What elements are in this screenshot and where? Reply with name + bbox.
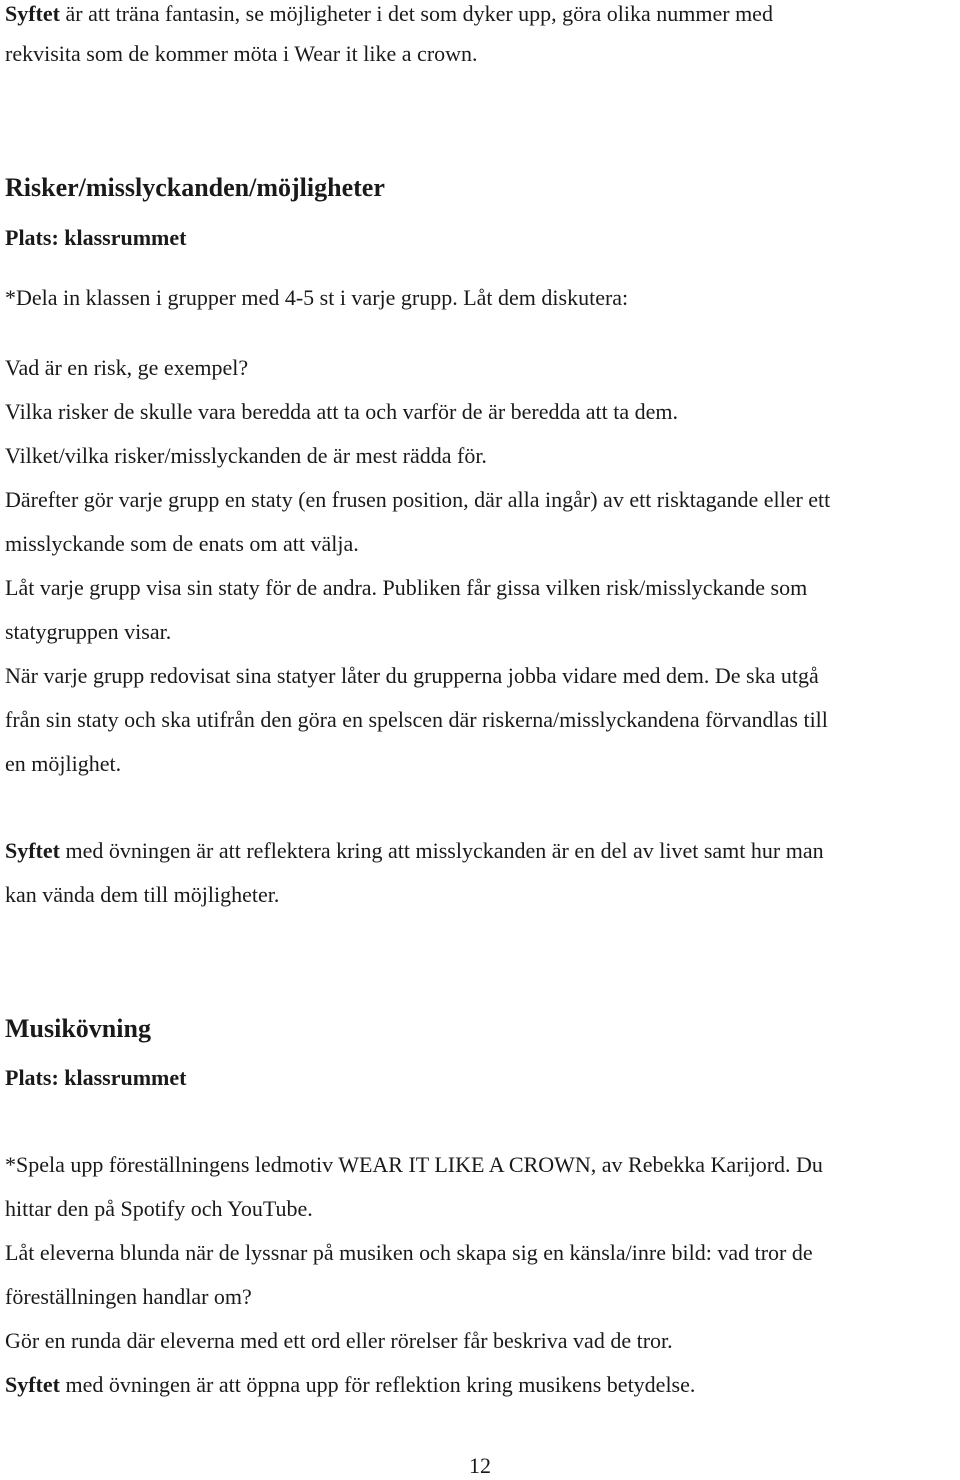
page-number: 12 (469, 1453, 491, 1478)
music-purpose-label: Syftet (5, 1372, 60, 1397)
section-risks-title: Risker/misslyckanden/möjligheter (5, 173, 385, 202)
risks-purpose-line-1 (5, 837, 824, 865)
music-purpose-text: med övningen är att öppna upp för reflektion kring musikens betydelse. (59, 1372, 696, 1397)
risks-purpose-label: Syftet (5, 838, 60, 863)
risks-line-5: Därefter gör varje grupp en staty (en frusen position, där alla ingår) av ett risktagande eller ett (5, 487, 831, 512)
intro-line-2: rekvisita som de kommer möta i Wear it like a crown. (5, 41, 478, 66)
risks-purpose-text-1: med övningen är att reflektera kring att misslyckanden är en del av livet samt hur man (59, 838, 824, 863)
section-music-place: Plats: klassrummet (5, 1065, 187, 1090)
risks-line-2: Vad är en risk, ge exempel? (5, 355, 249, 380)
risks-line-7: Låt varje grupp visa sin staty för de andra. Publiken får gissa vilken risk/misslyckande som (5, 575, 808, 600)
risks-line-4: Vilket/vilka risker/misslyckanden de är mest rädda för. (5, 443, 487, 468)
risks-line-8: statygruppen visar. (5, 619, 172, 644)
risks-line-6: misslyckande som de enats om att välja. (5, 531, 359, 556)
risks-line-9: När varje grupp redovisat sina statyer låter du grupperna jobba vidare med dem. De ska utgå (5, 663, 819, 688)
section-risks-place: Plats: klassrummet (5, 225, 187, 250)
risks-line-1: *Dela in klassen i grupper med 4-5 st i varje grupp. Låt dem diskutera: (5, 285, 629, 310)
music-line-1: *Spela upp föreställningens ledmotiv WEAR IT LIKE A CROWN, av Rebekka Karijord. Du (5, 1152, 823, 1177)
intro-line-1 (5, 0, 773, 28)
risks-line-3: Vilka risker de skulle vara beredda att ta och varför de är beredda att ta dem. (5, 399, 679, 424)
music-line-3: Låt eleverna blunda när de lyssnar på musiken och skapa sig en känsla/inre bild: vad tror de (5, 1240, 813, 1265)
risks-line-10: från sin staty och ska utifrån den göra en spelscen där riskerna/misslyckandena förvandlas till (5, 707, 828, 732)
risks-line-11: en möjlighet. (5, 751, 122, 776)
section-music-title: Musikövning (5, 1014, 151, 1043)
intro-purpose-label: Syftet (5, 1, 60, 26)
risks-purpose-line-2: kan vända dem till möjligheter. (5, 882, 280, 907)
intro-text-1: är att träna fantasin, se möjligheter i det som dyker upp, göra olika nummer med (59, 1, 773, 26)
music-line-4: föreställningen handlar om? (5, 1284, 252, 1309)
music-line-5: Gör en runda där eleverna med ett ord eller rörelser får beskriva vad de tror. (5, 1328, 673, 1353)
music-purpose-line (5, 1371, 695, 1399)
music-line-2: hittar den på Spotify och YouTube. (5, 1196, 313, 1221)
